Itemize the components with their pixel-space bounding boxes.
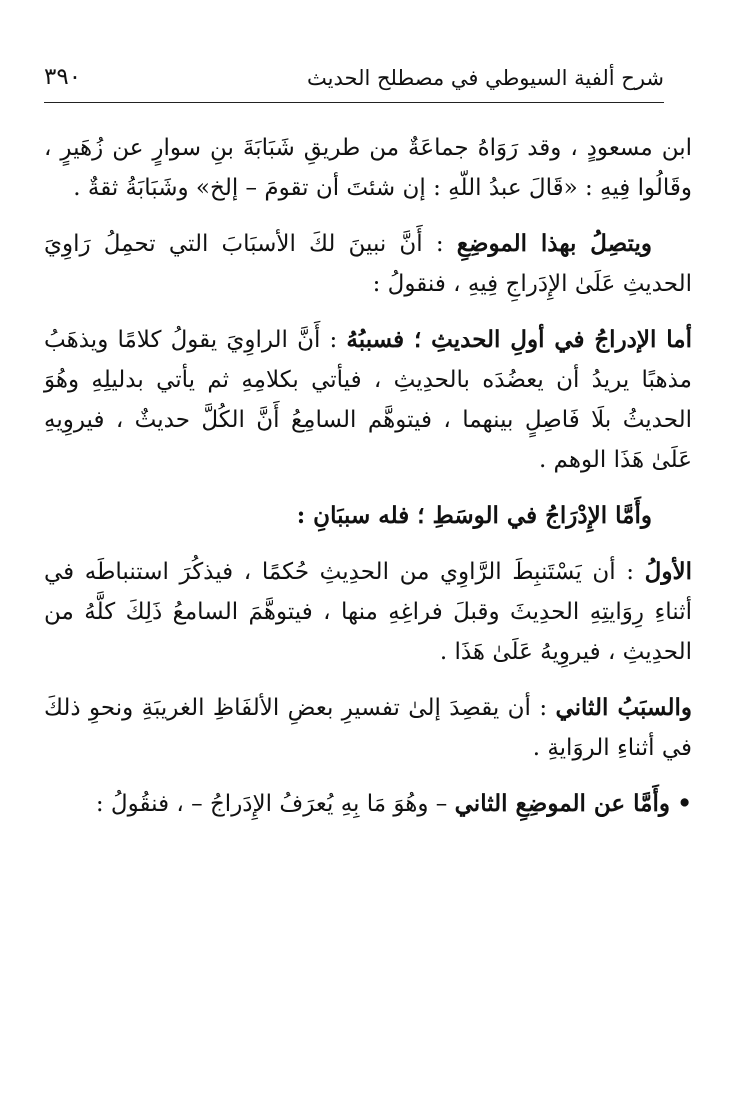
paragraph-3-heading: أما الإدراجُ في أولِ الحديثِ ؛ فسببُهُ — [346, 326, 692, 353]
paragraph-3-text: : أَنَّ الراوِيَ يقولُ كلامًا ويذهَبُ مذهبًا يريدُ أن يعضُدَه بالحدِيثِ ، فيأتي بكلامِهِ ثم يأتي بدليلِهِ وهُوَ الحديثُ بلَا فَاصِلٍ بينهما ، فيتوهَّم السامِعُ أَنَّ الكُلَّ حديثٌ ، فيروِيهِ عَلَىٰ هَذَا الوهم . — [44, 327, 692, 473]
paragraph-1-text: ابن مسعودٍ ، وقد رَوَاهُ جماعَةٌ من طريقِ شَبَابَةَ بنِ سوارٍ عن زُهَيرٍ ، وقَالُوا فِيهِ : «قَالَ عبدُ اللّهِ : إن شئتَ أن تقومَ – إلخ» وشَبَابَةُ ثقةٌ . — [44, 135, 692, 201]
page-header — [44, 62, 664, 98]
paragraph-2 — [44, 224, 692, 304]
header-rule — [44, 102, 664, 103]
running-title: شرح ألفية السيوطي في مصطلح الحديث — [307, 66, 664, 90]
body-text — [44, 128, 692, 840]
paragraph-6 — [44, 688, 692, 768]
paragraph-2-heading: ويتصِلُ بهذا الموضِعِ — [456, 230, 652, 257]
paragraph-7 — [44, 784, 692, 824]
paragraph-1 — [44, 128, 692, 208]
paragraph-7-heading: وأَمَّا عن الموضِعِ الثاني — [454, 790, 670, 817]
paragraph-7-text: – وهُوَ مَا بِهِ يُعرَفُ الإِدَراجُ – ، فنقُولُ : — [95, 791, 455, 817]
page-number: ٣٩٠ — [44, 64, 82, 90]
paragraph-4-heading: وأَمَّا الإِدْرَاجُ في الوسَطِ ؛ فله سببَانِ : — [296, 502, 652, 529]
paragraph-5 — [44, 552, 692, 672]
paragraph-4 — [44, 496, 692, 536]
paragraph-6-text: : أن يقصِدَ إلىٰ تفسيرِ بعضِ الألفَاظِ الغريبَةِ ونحوِ ذلكَ في أثناءِ الروَايةِ . — [44, 695, 692, 761]
paragraph-2-text: : أَنَّ نبينَ لكَ الأسبَابَ التي تحمِلُ رَاوِيَ الحديثِ عَلَىٰ الإِدَراجِ فِيهِ ، فنقولُ : — [44, 231, 692, 297]
paragraph-3 — [44, 320, 692, 480]
paragraph-5-heading: الأولُ — [644, 558, 692, 585]
paragraph-6-heading: والسبَبُ الثاني — [555, 694, 692, 721]
paragraph-5-text: : أن يَسْتَنبِطَ الرَّاوِي من الحدِيثِ حُكمًا ، فيذكُرَ استنباطَه في أثناءِ رِوَايتِهِ الحدِيثَ وقبلَ فراغِهِ منها ، فيتوهَّمَ السامعُ ذَلِكَ كلَّهُ من الحدِيثِ ، فيروِيهُ عَلَىٰ هَذَا . — [44, 559, 692, 665]
bullet-icon: • — [677, 790, 692, 817]
